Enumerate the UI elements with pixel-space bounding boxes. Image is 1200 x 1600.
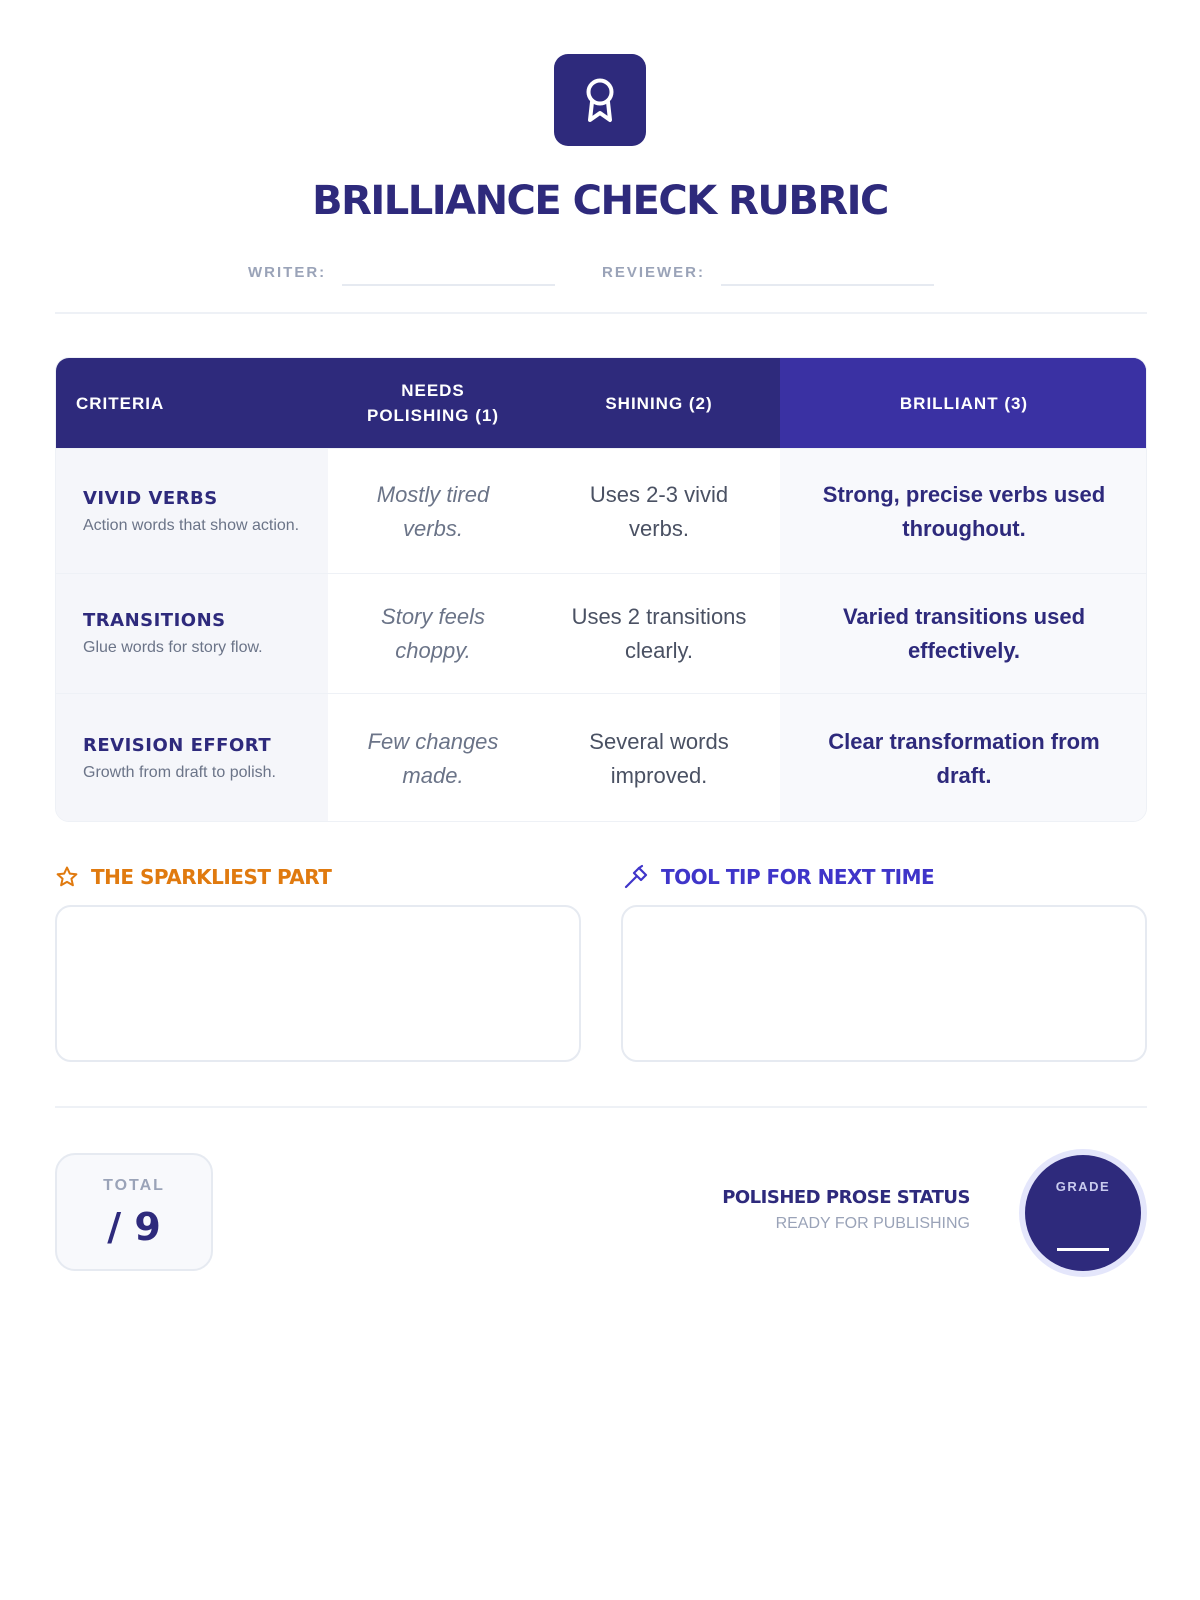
criteria-cell (56, 694, 328, 822)
shining-cell[interactable]: Uses 2-3 vivid verbs. (538, 449, 780, 574)
status-title: POLISHED PROSE STATUS (722, 1187, 970, 1208)
tool-tip-title: TOOL TIP FOR NEXT TIME (661, 865, 935, 889)
table-row (56, 693, 1147, 822)
brilliant-cell[interactable]: Strong, precise verbs used throughout. (780, 449, 1147, 574)
needs-polishing-cell[interactable]: Few changes made. (328, 694, 538, 822)
criteria-cell (56, 449, 328, 574)
tool-tip-heading (623, 862, 934, 892)
criteria-name: REVISION EFFORT (83, 735, 272, 756)
needs-polishing-cell[interactable]: Mostly tired verbs. (328, 449, 538, 574)
header-divider (55, 312, 1147, 314)
total-score-box (55, 1153, 213, 1271)
shining-cell[interactable]: Several words improved. (538, 694, 780, 822)
column-header-shining: SHINING (2) (605, 393, 713, 413)
criteria-name: VIVID VERBS (83, 487, 218, 509)
sparkliest-part-heading (55, 862, 331, 892)
sparkliest-part-title: THE SPARKLIEST PART (91, 865, 332, 889)
grade-label: GRADE (1055, 1179, 1111, 1194)
reviewer-label: REVIEWER: (602, 264, 706, 281)
table-row (56, 573, 1147, 694)
writer-reviewer-row (55, 258, 1145, 288)
table-header (56, 358, 1147, 448)
total-label: TOTAL (103, 1177, 165, 1194)
hammer-icon (623, 864, 649, 890)
reviewer-field[interactable] (721, 284, 934, 286)
table-row (56, 448, 1147, 574)
column-header-brilliant: BRILLIANT (3) (780, 358, 1147, 448)
grade-circle[interactable] (1025, 1155, 1141, 1271)
needs-polishing-cell[interactable]: Story feels choppy. (328, 574, 538, 694)
writer-label: WRITER: (248, 264, 327, 281)
tool-tip-textbox[interactable] (621, 905, 1147, 1062)
shining-cell[interactable]: Uses 2 transitions clearly. (538, 574, 780, 694)
status-subtitle: READY FOR PUBLISHING (775, 1215, 970, 1232)
criteria-description: Glue words for story flow. (83, 639, 263, 656)
column-header-needs-polishing: NEEDS POLISHING (1) (366, 381, 499, 425)
rubric-table (55, 357, 1147, 822)
criteria-description: Action words that show action. (83, 516, 300, 534)
grade-entry-line (1057, 1248, 1109, 1251)
writer-field[interactable] (342, 284, 555, 286)
footer-divider (55, 1106, 1147, 1108)
criteria-cell (56, 574, 328, 694)
sparkliest-part-textbox[interactable] (55, 905, 581, 1062)
grade-seal (1019, 1149, 1147, 1277)
brilliant-cell[interactable]: Clear transformation from draft. (780, 694, 1147, 822)
total-value[interactable]: / 9 (107, 1205, 161, 1249)
award-badge (554, 54, 646, 146)
brilliant-cell[interactable]: Varied transitions used effectively. (780, 574, 1147, 694)
criteria-description: Growth from draft to polish. (83, 764, 276, 781)
column-header-criteria: CRITERIA (76, 393, 165, 413)
star-icon (55, 865, 79, 889)
award-ribbon-icon (580, 75, 620, 125)
criteria-name: TRANSITIONS (83, 610, 226, 631)
page-title: BRILLIANCE CHECK RUBRIC (312, 178, 888, 224)
